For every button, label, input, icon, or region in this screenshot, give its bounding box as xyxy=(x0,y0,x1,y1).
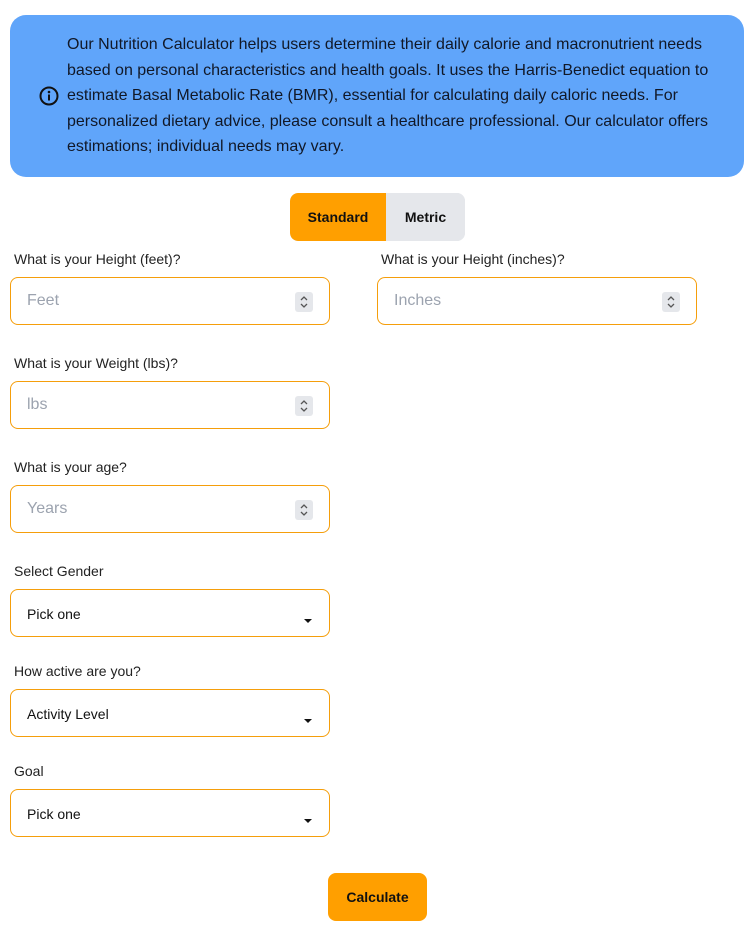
height-inches-spinner-icon[interactable] xyxy=(662,292,680,312)
unit-metric-button[interactable]: Metric xyxy=(386,193,465,241)
unit-toggle xyxy=(290,193,465,241)
chevron-down-icon xyxy=(303,811,313,817)
info-circle-icon xyxy=(38,85,60,107)
unit-standard-button[interactable]: Standard xyxy=(290,193,386,241)
goal-select[interactable] xyxy=(10,789,330,837)
gender-select-value: Pick one xyxy=(27,606,81,622)
height-feet-input[interactable] xyxy=(10,277,330,325)
height-feet-label: What is your Height (feet)? xyxy=(14,251,181,267)
info-alert xyxy=(10,15,744,177)
chevron-down-icon xyxy=(303,611,313,617)
goal-label: Goal xyxy=(14,763,44,779)
gender-label: Select Gender xyxy=(14,563,104,579)
height-inches-label: What is your Height (inches)? xyxy=(381,251,565,267)
chevron-down-icon xyxy=(303,711,313,717)
weight-label: What is your Weight (lbs)? xyxy=(14,355,178,371)
calculate-button[interactable]: Calculate xyxy=(328,873,427,921)
age-input[interactable] xyxy=(10,485,330,533)
gender-select[interactable] xyxy=(10,589,330,637)
height-inches-input[interactable] xyxy=(377,277,697,325)
height-feet-placeholder: Feet xyxy=(27,292,60,309)
weight-input[interactable] xyxy=(10,381,330,429)
height-feet-spinner-icon[interactable] xyxy=(295,292,313,312)
age-placeholder: Years xyxy=(27,500,68,517)
weight-placeholder: lbs xyxy=(27,396,48,413)
activity-select[interactable] xyxy=(10,689,330,737)
weight-spinner-icon[interactable] xyxy=(295,396,313,416)
age-spinner-icon[interactable] xyxy=(295,500,313,520)
info-text: Our Nutrition Calculator helps users determine their daily calorie and macronutrient needs based on personal characteristics and health goals. It uses the Harris-Benedict equation to estimate Basal Metabolic Rate (BMR), essential for calculating daily caloric needs. For personalized dietary advice, please consult a healthcare professional. Our calculator offers estimations; individual needs may vary. xyxy=(67,36,709,155)
activity-select-value: Activity Level xyxy=(27,706,109,722)
age-label: What is your age? xyxy=(14,459,127,475)
activity-label: How active are you? xyxy=(14,663,141,679)
goal-select-value: Pick one xyxy=(27,806,81,822)
height-inches-placeholder: Inches xyxy=(394,292,442,309)
